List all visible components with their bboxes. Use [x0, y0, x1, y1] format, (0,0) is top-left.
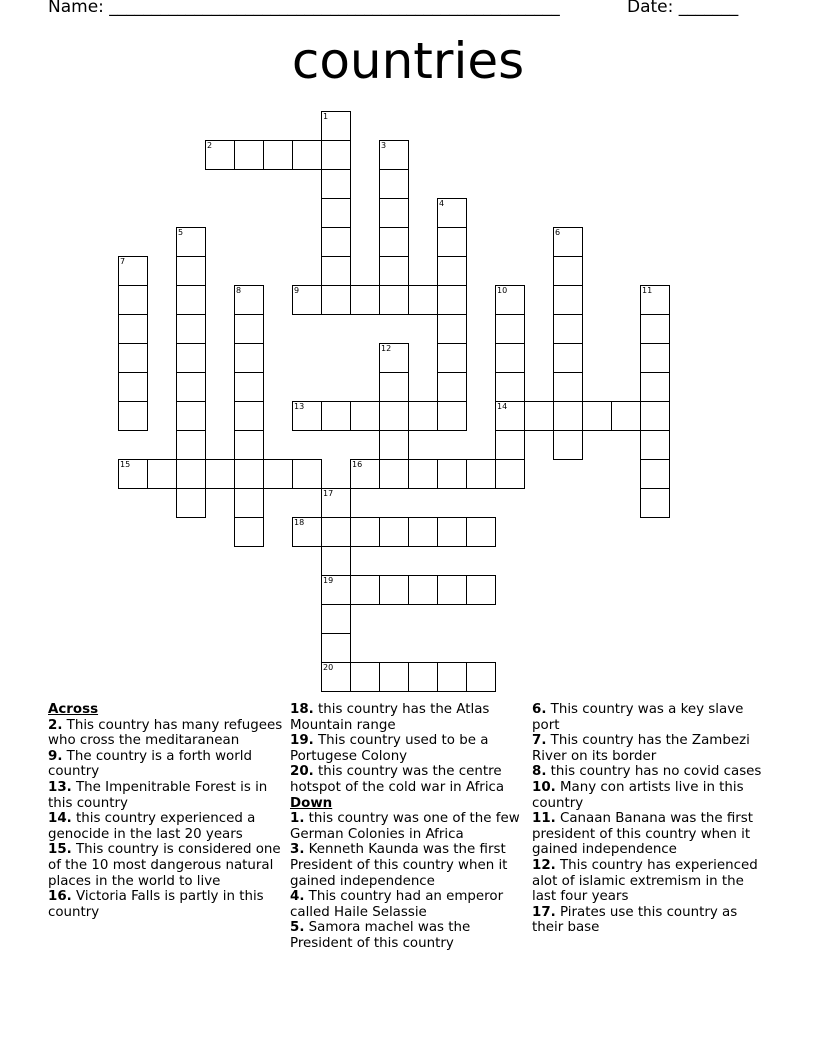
grid-cell[interactable]: [176, 488, 206, 518]
grid-cell[interactable]: [118, 372, 148, 402]
clue-number: 13.: [48, 779, 72, 795]
clue-number: 19.: [290, 733, 314, 749]
cell-number: 8: [236, 286, 242, 295]
cell-number: 9: [294, 286, 300, 295]
clue-column-1: [48, 702, 284, 920]
grid-cell[interactable]: [466, 517, 496, 547]
clue-number: 10.: [532, 779, 556, 795]
across-heading: Across: [48, 702, 99, 717]
clue-number: 5.: [290, 920, 305, 936]
clue-number: 6.: [532, 702, 547, 717]
clue-number: 14.: [48, 811, 72, 827]
clue: [48, 889, 284, 920]
cell-number: 10: [497, 286, 508, 295]
cell-number: 16: [352, 460, 363, 469]
clue-column-2: [290, 702, 526, 952]
grid-cell[interactable]: [350, 285, 380, 315]
grid-cell[interactable]: [553, 372, 583, 402]
cell-number: 4: [439, 199, 445, 208]
grid-cell[interactable]: [640, 372, 670, 402]
grid-cell[interactable]: [234, 401, 264, 431]
grid-cell[interactable]: [437, 227, 467, 257]
across-clue-list-continued: [290, 702, 526, 796]
clue-text: This country has the Zambezi River on its border: [532, 733, 750, 764]
grid-cell[interactable]: [553, 430, 583, 460]
cell-number: 14: [497, 402, 508, 411]
grid-cell[interactable]: [437, 401, 467, 431]
clue-column-3: [532, 702, 768, 936]
clue-text: this country experienced a genocide in the last 20 years: [48, 811, 256, 842]
clue-text: Kenneth Kaunda was the first President of this country when it gained independence: [290, 842, 508, 889]
grid-cell[interactable]: [437, 285, 467, 315]
clue-text: Samora machel was the President of this country: [290, 920, 471, 951]
clue-number: 16.: [48, 889, 72, 905]
clue-text: this country was one of the few German Colonies in Africa: [290, 811, 520, 842]
clue: [532, 858, 768, 905]
grid-cell[interactable]: [379, 198, 409, 228]
clue-number: 4.: [290, 889, 305, 905]
cell-number: 6: [555, 228, 561, 237]
cell-number: 19: [323, 576, 334, 585]
down-clue-list: [290, 811, 526, 951]
clue: [532, 764, 768, 780]
grid-cell[interactable]: [321, 633, 351, 663]
grid-cell[interactable]: [263, 140, 293, 170]
date-line: Date: _______: [627, 0, 739, 17]
grid-cell[interactable]: [495, 372, 525, 402]
grid-cell[interactable]: [408, 662, 438, 692]
grid-cell[interactable]: [118, 401, 148, 431]
grid-cell[interactable]: [408, 285, 438, 315]
grid-cell[interactable]: [379, 401, 409, 431]
grid-cell[interactable]: [611, 401, 641, 431]
clue-number: 3.: [290, 842, 305, 858]
name-line: Name: _____________________________________________________: [48, 0, 560, 17]
grid-cell[interactable]: [640, 459, 670, 489]
grid-cell[interactable]: [553, 401, 583, 431]
cell-number: 5: [178, 228, 184, 237]
grid-cell[interactable]: [205, 459, 235, 489]
clue: [532, 780, 768, 811]
clue-number: 1.: [290, 811, 305, 827]
grid-cell[interactable]: [408, 517, 438, 547]
clue: [48, 749, 284, 780]
clue: [290, 764, 526, 795]
grid-cell[interactable]: [379, 227, 409, 257]
grid-cell[interactable]: [321, 401, 351, 431]
cell-number: 7: [120, 257, 126, 266]
grid-cell[interactable]: [379, 517, 409, 547]
grid-cell[interactable]: [379, 372, 409, 402]
clue-text: The country is a forth world country: [48, 748, 252, 780]
grid-cell[interactable]: [437, 343, 467, 373]
grid-cell[interactable]: [640, 430, 670, 460]
grid-cell[interactable]: [292, 459, 322, 489]
grid-cell[interactable]: [466, 459, 496, 489]
grid-cell[interactable]: [553, 343, 583, 373]
clue: [532, 733, 768, 764]
clue-text: Victoria Falls is partly in this country: [48, 889, 264, 920]
cell-number: 15: [120, 460, 131, 469]
cell-number: 1: [323, 112, 329, 121]
cell-number: 20: [323, 663, 334, 672]
cell-number: 12: [381, 344, 392, 353]
grid-cell[interactable]: [234, 488, 264, 518]
grid-cell[interactable]: [640, 343, 670, 373]
grid-cell[interactable]: [640, 314, 670, 344]
clue: [532, 702, 768, 733]
grid-cell[interactable]: [321, 604, 351, 634]
grid-cell[interactable]: [553, 285, 583, 315]
across-clue-list: [48, 718, 284, 921]
grid-cell[interactable]: [176, 401, 206, 431]
grid-cell[interactable]: [350, 575, 380, 605]
clue-text: This country has experienced alot of islamic extremism in the last four years: [532, 857, 758, 905]
grid-cell[interactable]: [263, 459, 293, 489]
grid-cell[interactable]: [118, 314, 148, 344]
clue-number: 17.: [532, 904, 556, 920]
clue-text: This country is considered one of the 10 most dangerous natural places in the world to live: [48, 842, 281, 889]
clue-number: 20.: [290, 764, 314, 780]
clue-text: this country has the Atlas Mountain range: [290, 702, 490, 733]
clue: [48, 811, 284, 842]
clue-text: Canaan Banana was the first president of this country when it gained independence: [532, 811, 754, 858]
grid-cell[interactable]: [176, 285, 206, 315]
grid-cell[interactable]: [408, 575, 438, 605]
grid-cell[interactable]: [321, 256, 351, 286]
grid-cell[interactable]: [176, 459, 206, 489]
cell-number: 2: [207, 141, 213, 150]
grid-cell[interactable]: [321, 140, 351, 170]
grid-cell[interactable]: [350, 662, 380, 692]
clue: [290, 702, 526, 733]
grid-cell[interactable]: [379, 662, 409, 692]
clue: [48, 842, 284, 889]
grid-cell[interactable]: [379, 169, 409, 199]
grid-cell[interactable]: [321, 227, 351, 257]
grid-cell[interactable]: [321, 285, 351, 315]
grid-cell[interactable]: [379, 256, 409, 286]
grid-cell[interactable]: [234, 372, 264, 402]
grid-cell[interactable]: [234, 140, 264, 170]
clue-number: 18.: [290, 702, 314, 717]
grid-cell[interactable]: [176, 314, 206, 344]
clue: [290, 733, 526, 764]
grid-cell[interactable]: [640, 488, 670, 518]
clue-number: 2.: [48, 717, 63, 733]
clue-text: This country was a key slave port: [532, 702, 744, 733]
clue: [290, 889, 526, 920]
grid-cell[interactable]: [147, 459, 177, 489]
clue: [532, 811, 768, 858]
grid-cell[interactable]: [437, 256, 467, 286]
grid-cell[interactable]: [437, 662, 467, 692]
clue-number: 11.: [532, 811, 556, 827]
grid-cell[interactable]: [350, 517, 380, 547]
grid-cell[interactable]: [234, 430, 264, 460]
clue-text: Pirates use this country as their base: [532, 904, 738, 936]
down-clue-list-continued: [532, 702, 768, 936]
grid-cell[interactable]: [495, 430, 525, 460]
grid-cell[interactable]: [321, 517, 351, 547]
grid-cell[interactable]: [582, 401, 612, 431]
clue-text: The Impenitrable Forest is in this country: [48, 779, 268, 811]
grid-cell[interactable]: [408, 401, 438, 431]
clue: [290, 811, 526, 842]
grid-cell[interactable]: [437, 517, 467, 547]
clue: [290, 842, 526, 889]
grid-cell[interactable]: [553, 256, 583, 286]
clue-text: this country was the centre hotspot of the cold war in Africa: [290, 764, 505, 795]
cell-number: 13: [294, 402, 305, 411]
clue-text: this country has no covid cases: [546, 764, 762, 780]
clue-text: This country has many refugees who cross the meditaranean: [48, 717, 283, 749]
grid-cell[interactable]: [495, 314, 525, 344]
grid-cell[interactable]: [379, 430, 409, 460]
grid-cell[interactable]: [176, 372, 206, 402]
grid-cell[interactable]: [350, 401, 380, 431]
grid-cell[interactable]: [176, 343, 206, 373]
grid-cell[interactable]: [234, 314, 264, 344]
grid-cell[interactable]: [321, 198, 351, 228]
clue-number: 9.: [48, 748, 63, 764]
grid-cell[interactable]: [234, 343, 264, 373]
clue-number: 12.: [532, 857, 556, 873]
grid-cell[interactable]: [466, 662, 496, 692]
grid-cell[interactable]: [118, 285, 148, 315]
clue-number: 7.: [532, 733, 547, 749]
grid-cell[interactable]: [553, 314, 583, 344]
grid-cell[interactable]: [466, 575, 496, 605]
grid-cell[interactable]: [118, 343, 148, 373]
grid-cell[interactable]: [495, 459, 525, 489]
clue: [48, 780, 284, 811]
clue: [532, 905, 768, 936]
clue-text: This country had an emperor called Haile Selassie: [290, 889, 504, 920]
clue-text: This country used to be a Portugese Colony: [290, 733, 489, 764]
grid-cell[interactable]: [379, 459, 409, 489]
page-title: countries: [291, 32, 525, 90]
grid-cell[interactable]: [321, 169, 351, 199]
grid-cell[interactable]: [437, 575, 467, 605]
grid-cell[interactable]: [176, 430, 206, 460]
clue-number: 8.: [532, 764, 547, 780]
grid-cell[interactable]: [524, 401, 554, 431]
grid-cell[interactable]: [176, 256, 206, 286]
cell-number: 18: [294, 518, 305, 527]
grid-cell[interactable]: [437, 459, 467, 489]
grid-cell[interactable]: [234, 459, 264, 489]
grid-cell[interactable]: [437, 372, 467, 402]
grid-cell[interactable]: [437, 314, 467, 344]
cell-number: 11: [642, 286, 653, 295]
grid-cell[interactable]: [640, 401, 670, 431]
cell-number: 3: [381, 141, 387, 150]
grid-cell[interactable]: [292, 140, 322, 170]
cell-number: 17: [323, 489, 334, 498]
grid-cell[interactable]: [379, 575, 409, 605]
clue: [290, 920, 526, 951]
grid-cell[interactable]: [379, 285, 409, 315]
clue: [48, 718, 284, 749]
grid-cell[interactable]: [321, 546, 351, 576]
grid-cell[interactable]: [408, 459, 438, 489]
clue-number: 15.: [48, 842, 72, 858]
grid-cell[interactable]: [495, 343, 525, 373]
grid-cell[interactable]: [234, 517, 264, 547]
down-heading: Down: [290, 795, 333, 811]
clue-text: Many con artists live in this country: [532, 779, 744, 811]
